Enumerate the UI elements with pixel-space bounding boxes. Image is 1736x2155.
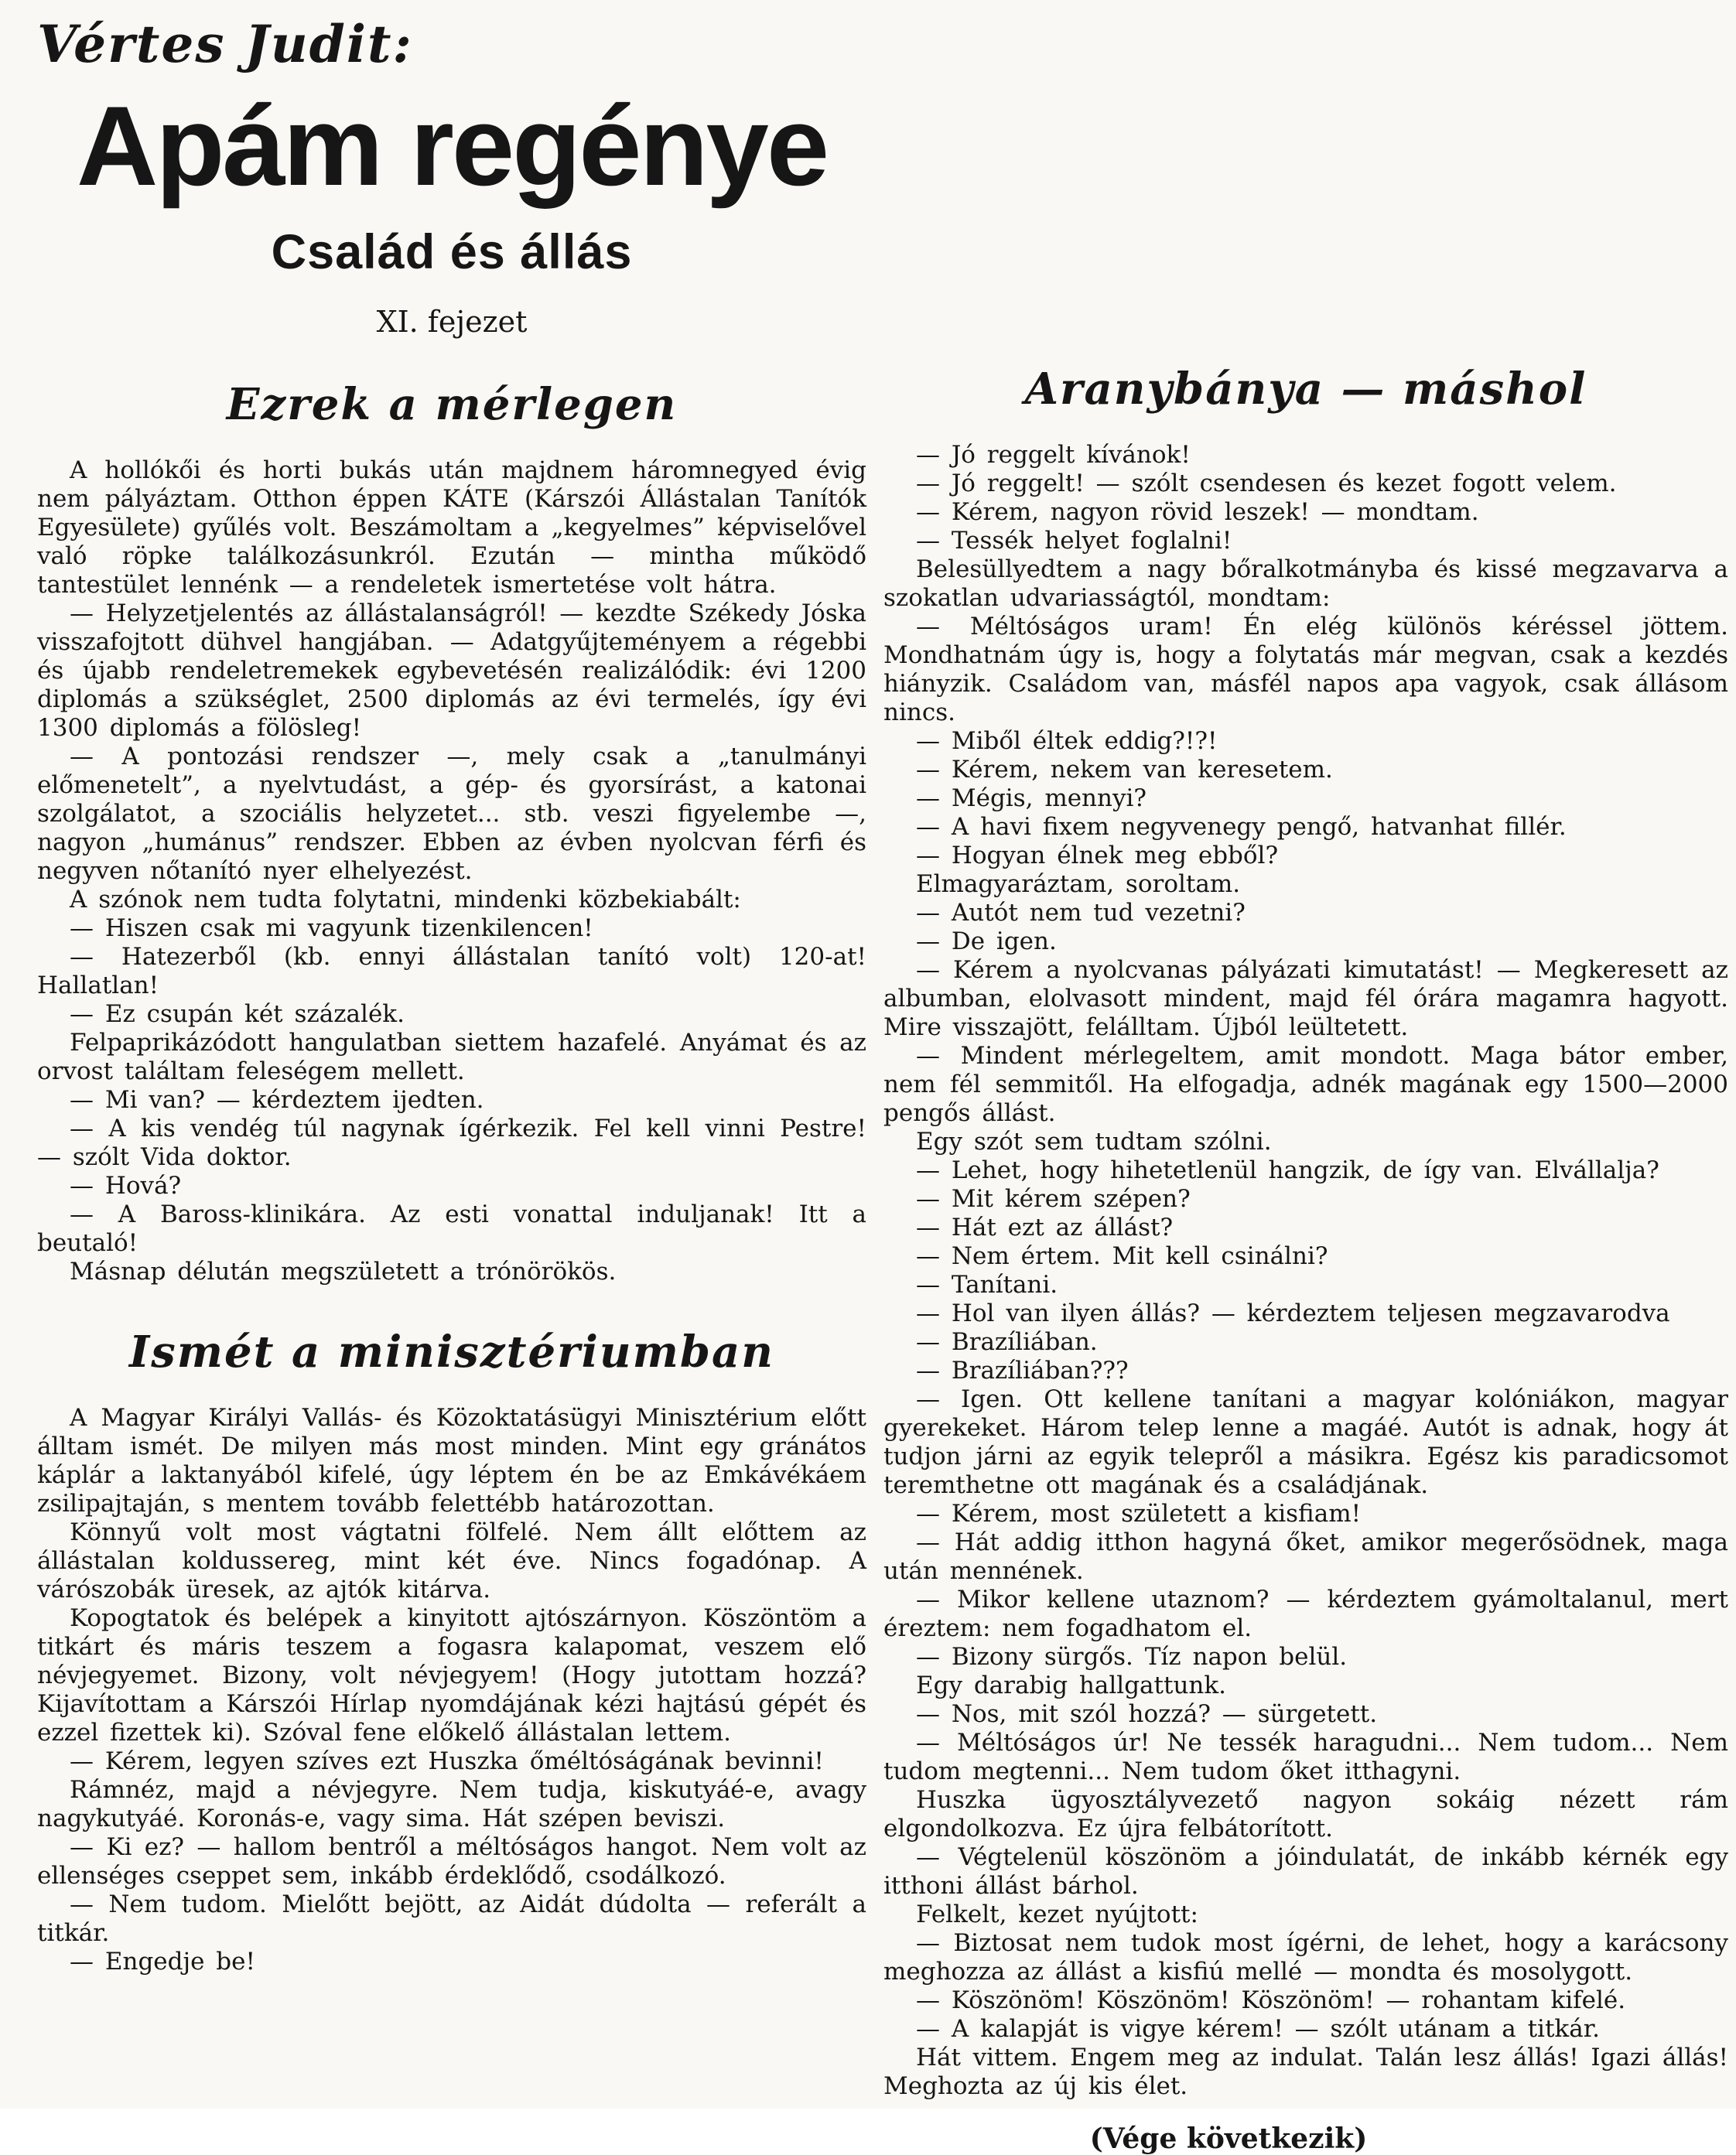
section-heading: Ismét a minisztériumban (129, 1327, 774, 1378)
paragraph: — Hát ezt az állást? (916, 1214, 1174, 1241)
right-sections (883, 364, 1728, 2101)
paragraph: — Lehet, hogy hihetetlenül hangzik, de így van. Elvállalja? (916, 1156, 1659, 1184)
left-column (37, 14, 866, 1976)
paragraph: — Kérem, nagyon rövid leszek! — mondtam. (916, 498, 1479, 526)
paragraph: Huszka ügyosztályvezető nagyon sokáig nézett rám elgondolkozva. Ez újra felbátorított. (883, 1786, 1728, 1843)
paragraph: — Végtelenül köszönöm a jóindulatát, de inkább kérnék egy itthoni állást bárhol. (883, 1843, 1728, 1900)
paragraph: — Miből éltek eddig?!?! (916, 727, 1218, 755)
paragraph: — Jó reggelt! — szólt csendesen és kezet fogott velem. (916, 470, 1617, 497)
paragraph: Belesüllyedtem a nagy bőralkotmányba és kissé megzavarva a szokatlan udvariasságtól, mondtam: (883, 555, 1728, 612)
article-title: Apám regénye (76, 83, 828, 209)
paragraph: — Hatezerből (kb. ennyi állástalan tanító volt) 120-at! Hallatlan! (37, 943, 866, 999)
paragraph: Rámnéz, majd a névjegyre. Nem tudja, kiskutyáé-e, avagy nagykutyáé. Koronás-e, vagy sima. Hát szépen beviszi. (37, 1776, 866, 1832)
paragraph: — Hogyan élnek meg ebből? (916, 842, 1279, 869)
article-subtitle: Család és állás (271, 225, 633, 279)
paragraph: — Tanítani. (916, 1271, 1058, 1299)
chapter-label: XI. fejezet (376, 305, 528, 339)
paragraph: — Köszönöm! Köszönöm! Köszönöm! — rohantam kifelé. (916, 1986, 1626, 2014)
paragraph: — Mi van? — kérdeztem ijedten. (70, 1086, 484, 1114)
paragraph: Könnyű volt most vágtatni fölfelé. Nem állt előttem az állástalan koldussereg, mint két éve. Nincs fogadónap. A várószobák üresek, az ajtók kitárva. (37, 1518, 866, 1603)
paragraph: — Hol van ilyen állás? — kérdeztem teljesen megzavarodva (916, 1299, 1670, 1327)
paragraph: — Igen. Ott kellene tanítani a magyar kolóniákon, magyar gyerekeket. Három telep lenne a magáé. Autót is adnak, hogy át tudjon járni az egyik telepről a másikra. Egész kis paradicsomot teremthetne ott magának és a családjának. (883, 1385, 1728, 1499)
paragraph: — Helyzetjelentés az állástalanságról! — kezdte Székedy Jóska visszafojtott dühvel hangjában. — Adatgyűjteményem a régebbi és újabb rendeletremekek egybevetésén realizálódik: évi 1200 diplomás a szükséglet, 2500 diplomás az évi termelés, így évi 1300 diplomás a fölösleg! (37, 599, 866, 742)
paragraph: — Kérem, most született a kisfiam! (916, 1500, 1362, 1528)
left-sections (37, 379, 866, 1976)
paragraph: Másnap délután megszületett a trónörökös. (70, 1258, 617, 1286)
paragraph: — Nem tudom. Mielőtt bejött, az Aidát dúdolta — referált a titkár. (37, 1890, 866, 1947)
paragraph: — Ez csupán két százalék. (70, 1000, 405, 1028)
paragraph: — Hová? (70, 1172, 182, 1200)
paragraph: Elmagyaráztam, soroltam. (916, 870, 1241, 898)
paragraph: — Nos, mit szól hozzá? — sürgetett. (916, 1700, 1378, 1728)
paragraph: A hollókői és horti bukás után majdnem háromnegyed évig nem pályáztam. Otthon éppen KÁTE (Kárszói Állástalan Tanítók Egyesülete) gyűlés volt. Beszámoltam a „kegyelmes” képviselővel való röpke találkozásunkról. Ezután — mintha működő tantestület lennénk — a rendeletek ismertetése volt hátra. (37, 456, 866, 599)
paragraph: Egy darabig hallgattunk. (916, 1672, 1227, 1699)
to-be-continued-note: (Vége következik) (1089, 2123, 1368, 2155)
paragraph: — Mit kérem szépen? (916, 1185, 1191, 1213)
paragraph: A szónok nem tudta folytatni, mindenki közbekiabált: (70, 886, 741, 914)
paragraph: — Brazíliában. (916, 1328, 1098, 1356)
paragraph: — Tessék helyet foglalni! (916, 527, 1232, 555)
paragraph: — Bizony sürgős. Tíz napon belül. (916, 1643, 1348, 1671)
paragraph: — A Baross-klinikára. Az esti vonattal induljanak! Itt a beutaló! (37, 1200, 866, 1257)
paragraph: Hát vittem. Engem meg az indulat. Talán lesz állás! Igazi állás! Meghozta az új kis élet. (883, 2044, 1728, 2100)
paragraph: — Ki ez? — hallom bentről a méltóságos hangot. Nem volt az ellenséges cseppet sem, inkább érdeklődő, csodálkozó. (37, 1833, 866, 1890)
paragraph: — Hát addig itthon hagyná őket, amikor megerősödnek, maga után mennének. (883, 1528, 1728, 1585)
paragraph: — Mindent mérlegeltem, amit mondott. Maga bátor ember, nem fél semmitől. Ha elfogadja, adnék magának egy 1500—2000 pengős állást. (883, 1042, 1728, 1127)
paragraph: — Nem értem. Mit kell csinálni? (916, 1242, 1328, 1270)
paragraph: — Méltóságos uram! Én elég különös kéréssel jöttem. Mondhatnám úgy is, hogy a folytatás már megvan, csak a kezdés hiányzik. Családom van, másfél napos apa vagyok, csak állásom nincs. (883, 613, 1728, 726)
paragraph: Felkelt, kezet nyújtott: (916, 1901, 1198, 1928)
paragraph: — A kalapját is vigye kérem! — szólt utánam a titkár. (916, 2015, 1600, 2043)
paragraph: — Kérem a nyolcvanas pályázati kimutatást! — Megkeresett az albumban, elolvasott mindent, majd fél órára magamra hagyott. Mire visszajött, felálltam. Újból leültetett. (883, 956, 1728, 1041)
paragraph: — A havi fixem negyvenegy pengő, hatvanhat fillér. (916, 813, 1567, 841)
paragraph: — Kérem, legyen szíves ezt Huszka őméltóságának bevinni! (70, 1747, 824, 1775)
paragraph: Kopogtatok és belépek a kinyitott ajtószárnyon. Köszöntöm a titkárt és máris teszem a fogasra kalapomat, veszem elő névjegyemet. Bizony, volt névjegyem! (Hogy jutottam hozzá? Kijavítottam a Kárszói Hírlap nyomdájának kézi hajtású gépét és ezzel fizettek ki). Szóval fene előkelő állástalan lettem. (37, 1604, 866, 1747)
paragraph: — Kérem, nekem van keresetem. (916, 756, 1333, 784)
paragraph: — Jó reggelt kívánok! (916, 441, 1191, 469)
right-column (883, 364, 1728, 2155)
paragraph: — Mégis, mennyi? (916, 784, 1147, 812)
paragraph: — Méltóságos úr! Ne tessék haragudni... Nem tudom... Nem tudom megtenni... Nem tudom őket itthagyni. (883, 1729, 1728, 1785)
paragraph: Egy szót sem tudtam szólni. (916, 1128, 1272, 1156)
paragraph: — A pontozási rendszer —, mely csak a „tanulmányi előmenetelt”, a nyelvtudást, a gép- és gyorsírást, a katonai szolgálatot, a szociális helyzetet... stb. veszi figyelembe —, nagyon „humánus” rendszer. Ebben az évben nyolcvan férfi és negyven nőtanító nyer elhelyezést. (37, 743, 866, 885)
paragraph: — Brazíliában??? (916, 1357, 1129, 1385)
paragraph: — Hiszen csak mi vagyunk tizenkilencen! (70, 914, 593, 942)
paragraph: — Biztosat nem tudok most ígérni, de lehet, hogy a karácsony meghozza az állást a kisfiú mellé — mondta és mosolygott. (883, 1929, 1728, 1986)
paragraph: — Autót nem tud vezetni? (916, 899, 1246, 927)
paragraph: — Engedje be! (70, 1948, 255, 1976)
paragraph: Felpaprikázódott hangulatban siettem hazafelé. Anyámat és az orvost találtam feleségem mellett. (37, 1029, 866, 1085)
paragraph: — De igen. (916, 927, 1057, 955)
author-byline: Vértes Judit: (37, 14, 413, 74)
section-heading: Aranybánya — máshol (1024, 364, 1587, 415)
paragraph: — Mikor kellene utaznom? — kérdeztem gyámoltalanul, mert éreztem: nem fogadhatom el. (883, 1586, 1728, 1642)
paragraph: — A kis vendég túl nagynak ígérkezik. Fel kell vinni Pestre! — szólt Vida doktor. (37, 1115, 866, 1171)
section-heading: Ezrek a mérlegen (226, 379, 678, 430)
paragraph: A Magyar Királyi Vallás- és Közoktatásügyi Minisztérium előtt álltam ismét. De milyen más most minden. Mint egy gránátos káplár a laktanyából kifelé, úgy léptem én be az Emkávékáem zsilipajtaján, s mentem tovább felettébb határozottan. (37, 1404, 866, 1518)
